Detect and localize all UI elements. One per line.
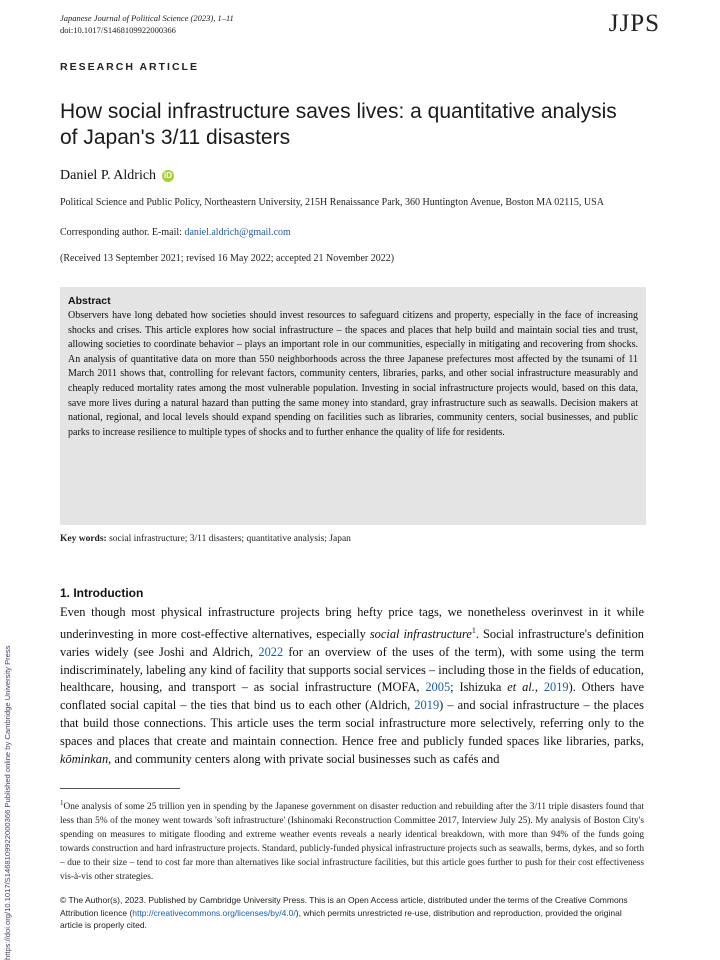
body-text: Even though most physical infrastructure projects bring hefty price tags, we nonetheless overinvest in it while underinvesting in more cost-effective alternatives, especially social infrastructure$^1$. Social infrastructure's definition varies widely (see Joshi and Aldrich, 2022 for an overview of the uses of the term), with some using the term indiscriminately, labeling any kind of facility that supports social services – including those in the fields of education, healthcare, housing, and transport – as social infrastructure (MOFA, 2005; Ishizuka et al., 2019). Others have conflated social capital – the ties that bind us to each other (Aldrich, 2019) – and social infrastructure – the places that build those connections. This article uses the term social infrastructure more selectively, referring only to the spaces and places that create and maintain connection. Hence free and publicly funded spaces like libraries, parks, kōminkan, and community centers along with private social businesses such as cafés and <box>60 605 645 766</box>
corresponding-author <box>60 227 291 238</box>
journal-logo: JJPS <box>608 10 660 37</box>
keywords <box>60 534 351 544</box>
copyright-notice: © The Author(s), 2023. Published by Cambridge University Press. This is an Open Access article, distributed under the terms of the Creative Commons Attribution licence (http://creativecommons.org/licenses/by/4.0/), which permits unrestricted re-use, distribution and reproduction, provided the original article is properly cited. <box>60 895 628 930</box>
keywords-label: Key words: <box>60 534 107 544</box>
email-link[interactable]: daniel.aldrich@gmail.com <box>184 227 291 238</box>
citation-link[interactable]: 2022 <box>258 644 284 659</box>
author-name[interactable]: Daniel P. Aldrich <box>60 168 157 183</box>
abstract-box <box>60 287 646 525</box>
keywords-text: social infrastructure; 3/11 disasters; quantitative analysis; Japan <box>109 534 351 544</box>
footnote <box>60 796 644 884</box>
citation-link[interactable]: 2019 <box>414 698 440 713</box>
footnote-text: One analysis of some 25 trillion yen in spending by the Japanese government on disaster reduction and rebuilding after the 3/11 triple disasters found that less than 5% of the money went towards 'soft infrastructure' (Ishinomaki Reconstruction Committee 2017, Interview July 25). My analysis of Boston City's spending on measures to mitigate flooding and extreme weather events reveals a nearly identical breakdown, with more than 94% of the funds going towards construction and hard infrastructure projects. Standard, publicly-funded physical infrastructure projects such as seawalls, berms, dykes, and so forth – due to their size – tend to cost far more than alternatives like social infrastructure facilities, but this article goes further to push for their cost effectiveness vis-à-vis other strategies. <box>60 802 644 883</box>
article-type-label: RESEARCH ARTICLE <box>60 61 199 73</box>
orcid-icon[interactable]: iD <box>164 171 173 180</box>
corresponding-label: Corresponding author. E-mail: <box>60 227 185 238</box>
author-line <box>60 168 174 184</box>
citation-link[interactable]: 2019 <box>543 680 569 695</box>
abstract-heading: Abstract <box>68 295 111 307</box>
footnote-mark: 1 <box>60 799 64 807</box>
affiliation: Political Science and Public Policy, Northeastern University, 215H Renaissance Park, 360 Huntington Avenue, Boston MA 02115, USA <box>60 197 604 208</box>
journal-citation <box>60 12 234 36</box>
footnote-ref[interactable]: 1 <box>471 625 476 635</box>
journal-name: Japanese Journal of Political Science (2023), 1–11 <box>60 13 234 23</box>
article-title: How social infrastructure saves lives: a quantitative analysis of Japan's 3/11 disasters <box>60 100 617 149</box>
side-doi-note[interactable]: https://doi.org/10.1017/S1468109922000366 Published online by Cambridge University Press <box>3 645 12 960</box>
citation-link[interactable]: 2005 <box>425 680 451 695</box>
submission-dates: (Received 13 September 2021; revised 16 May 2022; accepted 21 November 2022) <box>60 253 395 264</box>
section-heading: 1. Introduction <box>60 586 144 600</box>
footnote-divider <box>60 788 180 789</box>
license-link[interactable]: http://creativecommons.org/licenses/by/4.0/ <box>132 907 296 918</box>
doi[interactable]: doi:10.1017/S1468109922000366 <box>60 25 176 35</box>
abstract-text: Observers have long debated how societies should invest resources to safeguard citizens and property, especially in the face of increasing shocks and crises. This article explores how social infrastructure – the spaces and places that help build and maintain social ties and trust, allowing societies to coordinate behavior – plays an important role in our communities, especially in mitigating and recovering from shocks. An analysis of quantitative data on more than 550 neighborhoods across the three Japanese prefectures most affected by the tsunami of 11 March 2011 shows that, controlling for relevant factors, community centers, libraries, parks, and other social infrastructure measurably and cheaply reduced mortality rates among the most vulnerable population. Investing in social infrastructure projects would, based on this data, save more lives during a natural hazard than putting the same money into standard, gray infrastructure such as seawalls. Decision makers at national, regional, and local levels should expand spending on facilities such as libraries, community centers, social businesses, and public parks to increase resilience to multiple types of shocks and to further enhance the quality of life for residents. <box>68 310 638 438</box>
